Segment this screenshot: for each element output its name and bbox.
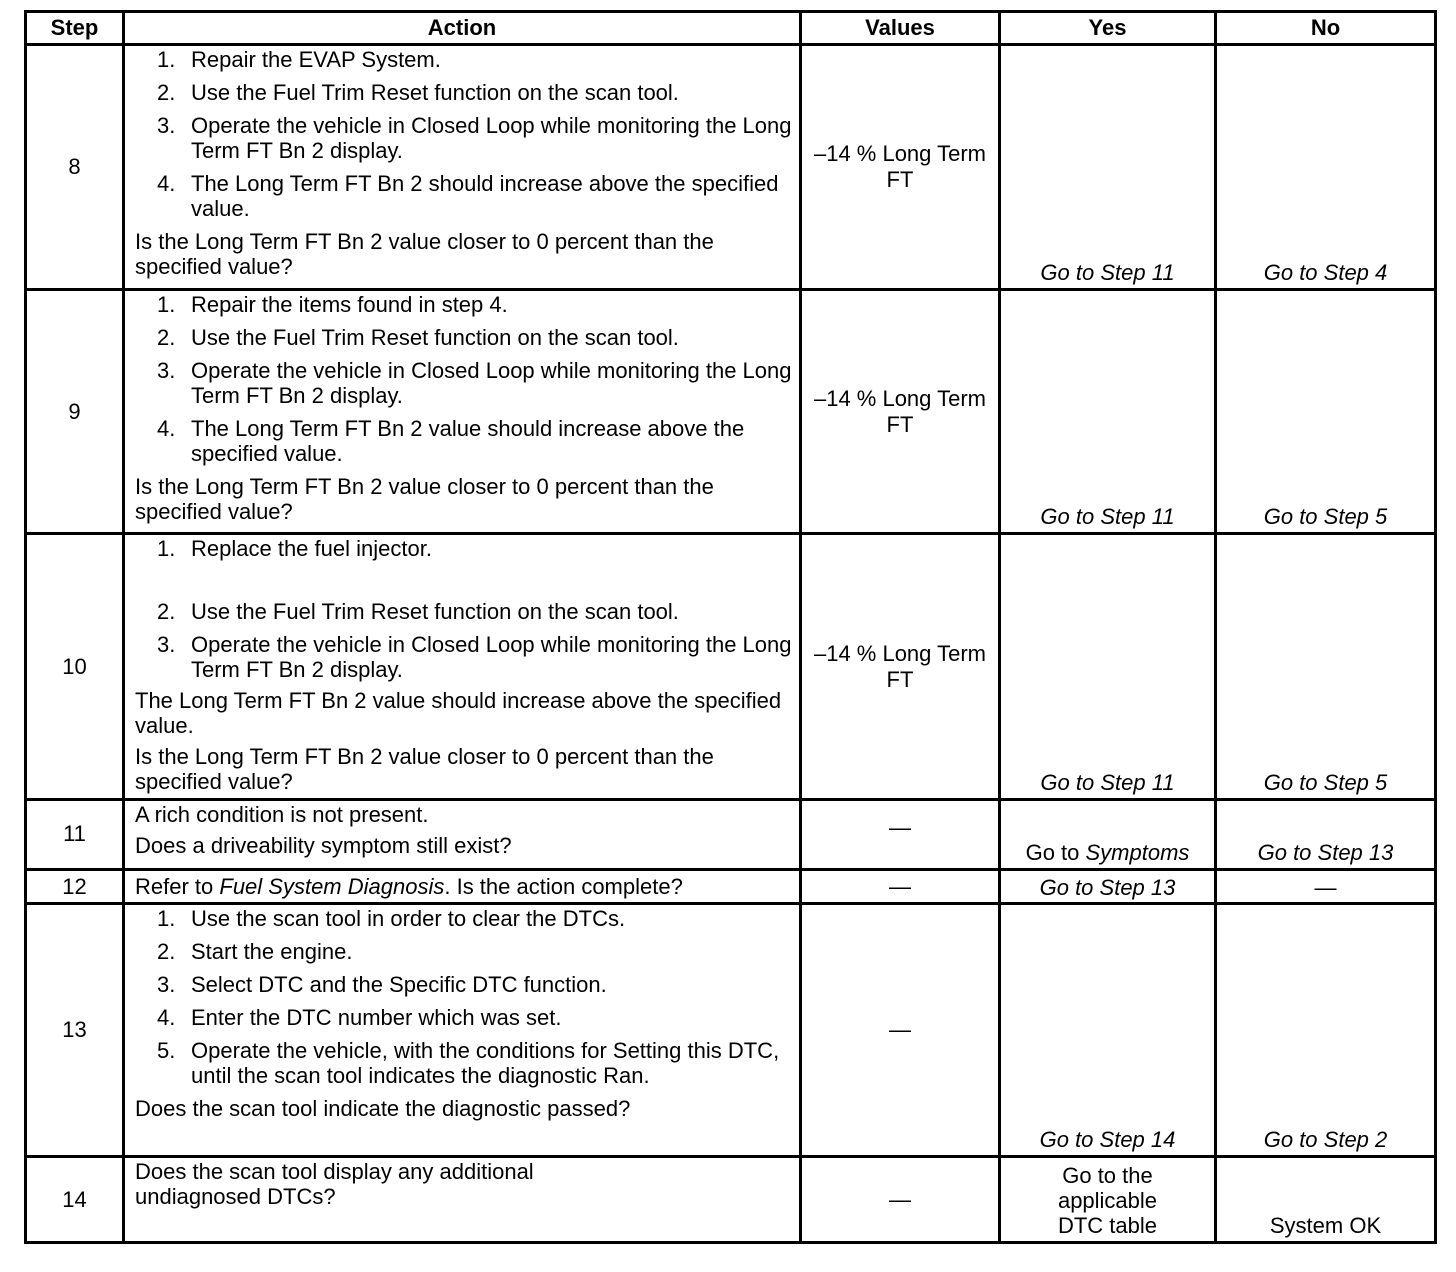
- action-steps: [135, 292, 795, 466]
- step-number: 11: [26, 800, 124, 870]
- list-item: 3. Operate the vehicle in Closed Loop while monitoring the Long Term FT Bn 2 display.: [157, 632, 792, 682]
- list-item: 2. Start the engine.: [157, 939, 353, 964]
- no-cell: Go to Step 5: [1216, 290, 1436, 534]
- header-values: Values: [801, 12, 1000, 45]
- step-number: 8: [26, 45, 124, 290]
- action-cell: [124, 904, 801, 1157]
- action-question: Is the Long Term FT Bn 2 value closer to 0 percent than the specified value?: [135, 474, 714, 524]
- action-cell: [124, 870, 801, 904]
- value-cell: –14 % Long Term FT: [801, 534, 1000, 800]
- value-cell: —: [801, 800, 1000, 870]
- no-cell: Go to Step 2: [1216, 904, 1436, 1157]
- yes-cell: [1000, 1157, 1216, 1243]
- action-question: Does the scan tool indicate the diagnostic passed?: [135, 1096, 631, 1121]
- yes-prefix: Go to: [1025, 840, 1086, 865]
- action-prefix: Refer to: [135, 874, 220, 899]
- action-question: Does a driveability symptom still exist?: [135, 833, 512, 858]
- action-statement: A rich condition is not present.: [135, 802, 429, 827]
- table-row-step-13: [26, 904, 1436, 1157]
- value-cell: –14 % Long Term FT: [801, 290, 1000, 534]
- action-question: Is the Long Term FT Bn 2 value closer to 0 percent than the specified value?: [135, 744, 714, 794]
- action-cell: [124, 1157, 801, 1243]
- header-step: Step: [26, 12, 124, 45]
- no-cell: Go to Step 13: [1216, 800, 1436, 870]
- step-number: 13: [26, 904, 124, 1157]
- header-no: No: [1216, 12, 1436, 45]
- list-item: 1. Repair the EVAP System.: [157, 47, 441, 72]
- action-cell: [124, 534, 801, 800]
- symptoms-link[interactable]: Symptoms: [1085, 840, 1190, 865]
- action-steps: [135, 906, 795, 1088]
- step-number: 10: [26, 534, 124, 800]
- table-row-step-12: [26, 870, 1436, 904]
- action-cell: [124, 290, 801, 534]
- header-row: [26, 12, 1436, 45]
- table-row-step-14: [26, 1157, 1436, 1243]
- step-number: 14: [26, 1157, 124, 1243]
- diagnostic-table: [24, 10, 1437, 1244]
- list-item: 2. Use the Fuel Trim Reset function on the scan tool.: [157, 325, 679, 350]
- action-suffix: . Is the action complete?: [444, 874, 683, 899]
- list-item: 1. Repair the items found in step 4.: [157, 292, 508, 317]
- yes-cell: [1000, 800, 1216, 870]
- no-cell: Go to Step 5: [1216, 534, 1436, 800]
- action-cell: [124, 800, 801, 870]
- action-cell: [124, 45, 801, 290]
- list-item: 3. Select DTC and the Specific DTC function.: [157, 972, 607, 997]
- diagnostic-table-container: [24, 10, 1434, 1244]
- yes-cell: Go to Step 13: [1000, 870, 1216, 904]
- list-item: 3. Operate the vehicle in Closed Loop while monitoring the Long Term FT Bn 2 display.: [157, 113, 792, 163]
- value-cell: —: [801, 870, 1000, 904]
- header-yes: Yes: [1000, 12, 1216, 45]
- fuel-system-diagnosis-link[interactable]: Fuel System Diagnosis: [219, 874, 445, 899]
- table-row-step-8: [26, 45, 1436, 290]
- action-steps: [135, 47, 795, 221]
- table-row-step-9: [26, 290, 1436, 534]
- yes-cell: Go to Step 14: [1000, 904, 1216, 1157]
- no-cell: —: [1216, 870, 1436, 904]
- value-cell: —: [801, 904, 1000, 1157]
- value-cell: –14 % Long Term FT: [801, 45, 1000, 290]
- action-question: Does the scan tool display any additional undiagnosed DTCs?: [135, 1159, 534, 1209]
- action-note: The Long Term FT Bn 2 value should increase above the specified value.: [135, 688, 782, 738]
- list-item: 1. Replace the fuel injector.: [157, 536, 432, 561]
- yes-cell: Go to Step 11: [1000, 534, 1216, 800]
- value-cell: —: [801, 1157, 1000, 1243]
- list-item: 4. Enter the DTC number which was set.: [157, 1005, 562, 1030]
- header-action: Action: [124, 12, 801, 45]
- yes-text: Go to the applicable DTC table: [1057, 1163, 1158, 1238]
- list-item: 1. Use the scan tool in order to clear the DTCs.: [157, 906, 626, 931]
- list-item: 4. The Long Term FT Bn 2 should increase above the specified value.: [157, 171, 779, 221]
- no-cell: System OK: [1216, 1157, 1436, 1243]
- yes-cell: Go to Step 11: [1000, 290, 1216, 534]
- step-number: 9: [26, 290, 124, 534]
- list-item: 3. Operate the vehicle in Closed Loop while monitoring the Long Term FT Bn 2 display.: [157, 358, 792, 408]
- action-steps: [135, 536, 795, 682]
- no-cell: Go to Step 4: [1216, 45, 1436, 290]
- yes-cell: Go to Step 11: [1000, 45, 1216, 290]
- step-number: 12: [26, 870, 124, 904]
- list-item: 4. The Long Term FT Bn 2 value should increase above the specified value.: [157, 416, 745, 466]
- table-row-step-11: [26, 800, 1436, 870]
- list-item: 5. Operate the vehicle, with the conditions for Setting this DTC, until the scan tool indicates the diagnostic Ran.: [157, 1038, 780, 1088]
- action-question: Is the Long Term FT Bn 2 value closer to 0 percent than the specified value?: [135, 229, 714, 279]
- table-row-step-10: [26, 534, 1436, 800]
- list-item: 2. Use the Fuel Trim Reset function on the scan tool.: [157, 80, 679, 105]
- list-item: 2. Use the Fuel Trim Reset function on the scan tool.: [157, 599, 679, 624]
